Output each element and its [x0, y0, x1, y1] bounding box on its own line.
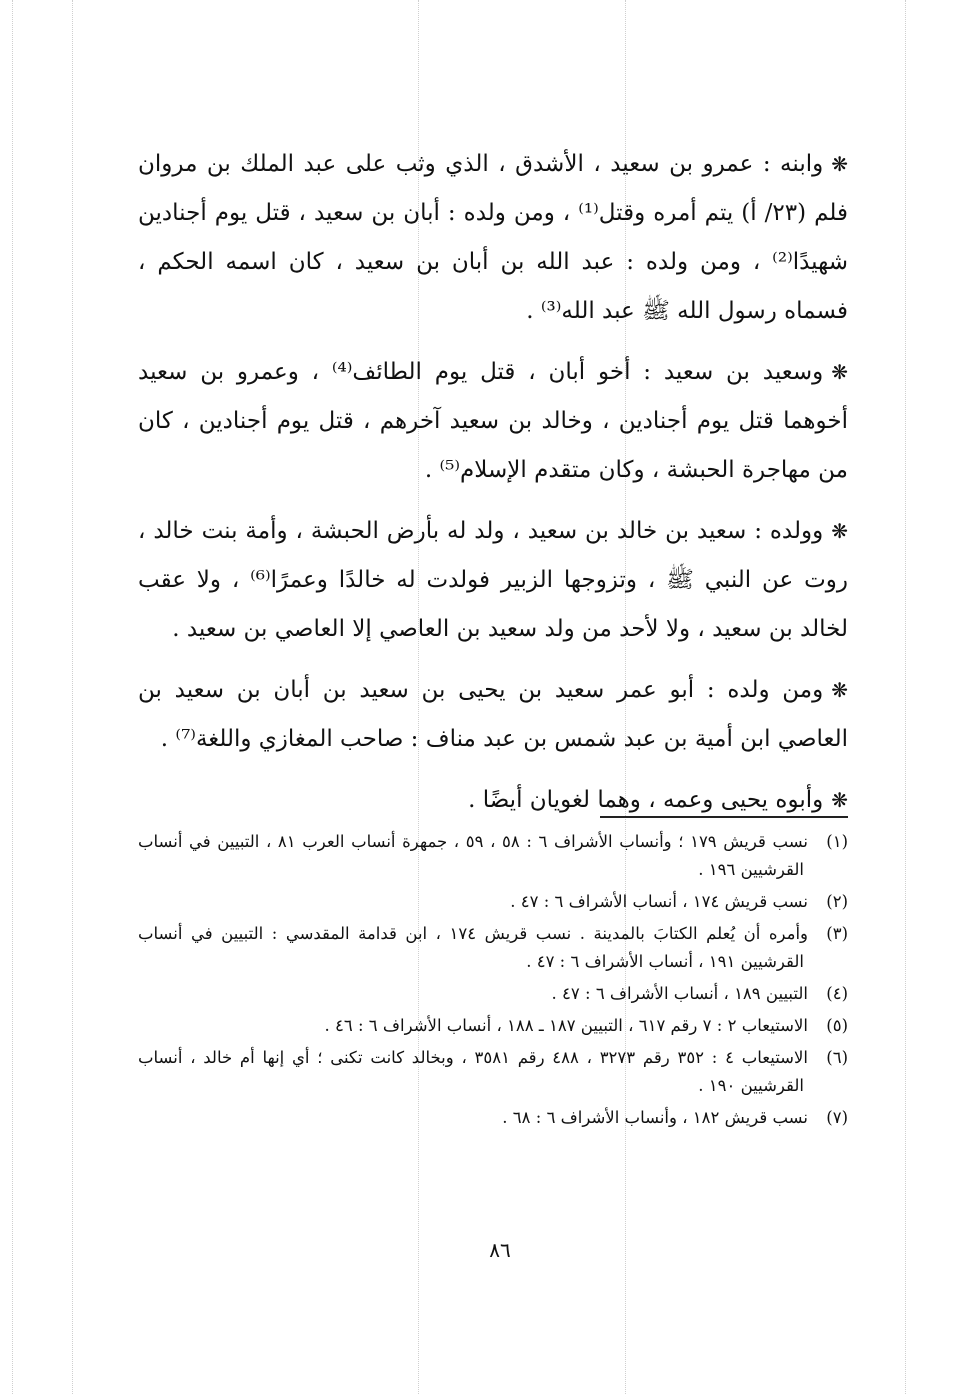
footnote-number: (٣) — [826, 924, 848, 943]
paragraph-text: وسعيد بن سعيد : أخو أبان ، قتل يوم الطائف⁽⁴⁾ ، وعمرو بن سعيد أخوهما قتل يوم أجنادين ، وخالد بن سعيد آخرهم ، قتل يوم أجنادين ، كان من مهاجرة الحبشة ، وكان متقدم الإسلام⁽⁵⁾ . — [138, 359, 848, 483]
paragraph-marker: ❋ — [831, 788, 848, 812]
scan-guide-line — [12, 0, 13, 1394]
paragraph-marker: ❋ — [831, 519, 848, 543]
paragraph-text: وولده : سعيد بن خالد بن سعيد ، ولد له بأرض الحبشة ، وأمة بنت خالد ، روت عن النبي ﷺ ، وتزوجها الزبير فولدت له خالدًا وعمرًا⁽⁶⁾ ، ولا عقب لخالد بن سعيد ، ولا لأحد من ولد سعيد بن العاصي إلا العاصي بن سعيد . — [138, 518, 848, 642]
footnote-number: (٢) — [826, 892, 848, 911]
page-number: ٨٦ — [489, 1238, 511, 1262]
footnote-separator — [600, 816, 848, 818]
footnote-text: نسب قريش ١٧٩ ؛ وأنساب الأشراف ٦ : ٥٨ ، ٥٩ ، جمهرة أنساب العرب ٨١ ، التبيين في أنساب القرشيين ١٩٦ . — [138, 832, 809, 879]
paragraph-text: وابنه : عمرو بن سعيد ، الأشدق ، الذي وثب على عبد الملك بن مروان فلم (٢٣/ أ) يتم أمره وقتل⁽¹⁾ ، ومن ولده : أبان بن سعيد ، قتل يوم أجنادين شهيدًا⁽²⁾ ، ومن ولده : عبد الله بن أبان بن سعيد ، كان اسمه الحكم ، فسماه رسول الله ﷺ عبد الله⁽³⁾ . — [138, 151, 848, 324]
footnote — [138, 828, 848, 884]
paragraph-marker: ❋ — [831, 152, 848, 176]
footnote — [138, 980, 848, 1008]
footnotes — [138, 828, 848, 1136]
footnote-number: (٦) — [826, 1048, 849, 1067]
scan-guide-line — [72, 0, 73, 1394]
paragraph — [138, 507, 848, 654]
footnote-number: (٤) — [826, 984, 848, 1003]
paragraph — [138, 348, 848, 495]
footnote — [138, 1104, 848, 1132]
footnote — [138, 888, 848, 916]
paragraph-text: وأبوه يحيى وعمه ، وهما لغويان أيضًا . — [468, 787, 824, 813]
footnote-number: (١) — [826, 832, 849, 851]
paragraph-marker: ❋ — [831, 678, 848, 702]
footnote-text: الاستيعاب ٢ : ٧ رقم ٦١٧ ، التبيين ١٨٧ ـ ١٨٨ ، أنساب الأشراف ٦ : ٤٦ . — [324, 1016, 808, 1035]
footnote — [138, 1044, 848, 1100]
paragraph-text: ومن ولده : أبو عمر سعيد بن يحيى بن سعيد بن أبان بن سعيد بن العاصي ابن أمية بن عبد شمس بن عبد مناف : صاحب المغازي واللغة⁽⁷⁾ . — [138, 677, 848, 752]
footnote-text: نسب قريش ١٧٤ ، أنساب الأشراف ٦ : ٤٧ . — [510, 892, 808, 911]
paragraph — [138, 140, 848, 336]
footnote-number: (٧) — [826, 1108, 848, 1127]
footnote-text: وأمره أن يُعلم الكتابَ بالمدينة . نسب قريش ١٧٤ ، ابن قدامة المقدسي : التبيين في أنساب القرشيين ١٩١ ، أنساب الأشراف ٦ : ٤٧ . — [138, 924, 808, 971]
footnote-text: التبيين ١٨٩ ، أنساب الأشراف ٦ : ٤٧ . — [551, 984, 808, 1003]
footnote — [138, 1012, 848, 1040]
footnote-text: نسب قريش ١٨٢ ، وأنساب الأشراف ٦ : ٦٨ . — [502, 1108, 808, 1127]
main-text — [138, 140, 848, 837]
paragraph-marker: ❋ — [831, 360, 849, 384]
footnote-number: (٥) — [826, 1016, 848, 1035]
paragraph — [138, 666, 848, 764]
footnote — [138, 920, 848, 976]
scan-guide-line — [905, 0, 906, 1394]
footnote-text: الاستيعاب ٤ : ٣٥٢ رقم ٣٢٧٣ ، ٤٨٨ رقم ٣٥٨١ ، وبخالد كانت تكنى ؛ أي إنها أم خالد ، أنساب القرشيين ١٩٠ . — [138, 1048, 809, 1095]
